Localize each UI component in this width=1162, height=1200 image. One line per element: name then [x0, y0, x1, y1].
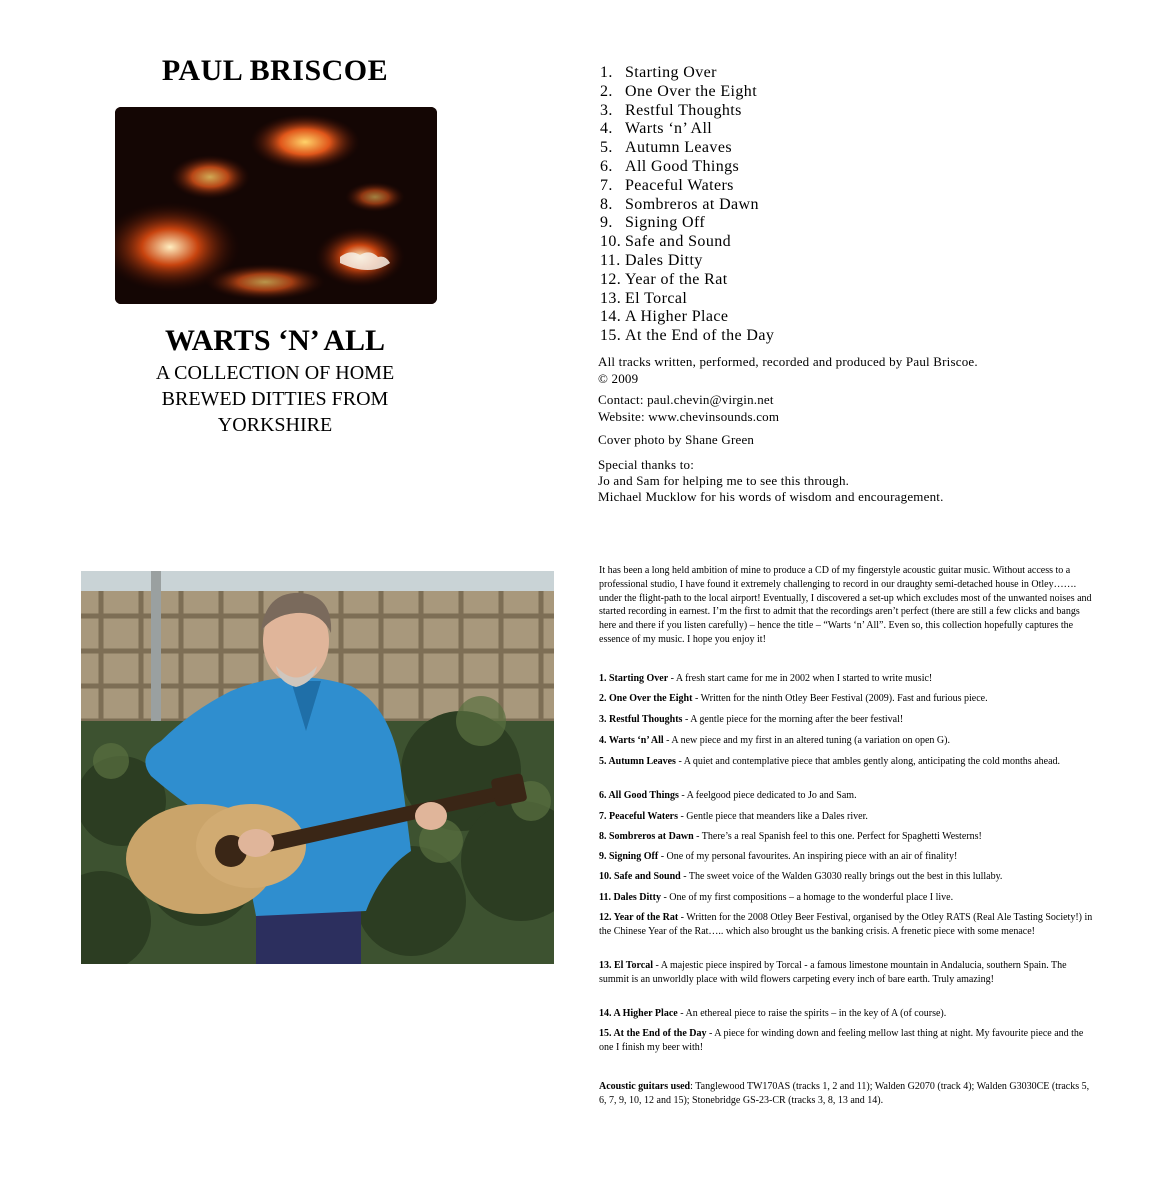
- track-item: 9. Signing Off: [600, 214, 706, 232]
- track-title: A Higher Place: [625, 308, 729, 326]
- track-item: 4. Warts ‘n’ All: [600, 120, 713, 138]
- track-title: Restful Thoughts: [625, 101, 742, 119]
- track-item: 2. One Over the Eight: [600, 82, 758, 100]
- track-note: 2. One Over the Eight - Written for the ninth Otley Beer Festival (2009). Fast and furious piece.: [599, 693, 988, 704]
- track-item: 10. Safe and Sound: [600, 233, 732, 251]
- track-note: 6. All Good Things - A feelgood piece dedicated to Jo and Sam.: [599, 790, 857, 801]
- track-note: 9. Signing Off - One of my personal favourites. An inspiring piece with an air of finality!: [599, 851, 958, 862]
- track-note: 12. Year of the Rat - Written for the 2008 Otley Beer Festival, organised by the Otley RATS (Real Ale Tasting Society!) in the Chinese Year of the Rat….. which also brought us the banking crisis. A frenetic piece with some menace!: [599, 912, 1093, 937]
- track-note: 4. Warts ‘n’ All - A new piece and my first in an altered tuning (a variation on open G).: [599, 735, 950, 746]
- track-item: 1. Starting Over: [600, 64, 717, 81]
- cover-photo-credit: Cover photo by Shane Green: [598, 432, 755, 447]
- website-link: Website: www.chevinsounds.com: [598, 409, 780, 424]
- track-title: Sombreros at Dawn: [625, 195, 759, 213]
- track-item: 6. All Good Things: [600, 157, 740, 175]
- track-title: All Good Things: [625, 157, 740, 175]
- track-title: Autumn Leaves: [625, 139, 732, 157]
- track-title: El Torcal: [625, 289, 688, 307]
- track-note: 11. Dales Ditty - One of my first compositions – a homage to the wonderful place I live.: [599, 892, 954, 903]
- track-title: Starting Over: [625, 64, 717, 81]
- credit-written-by: All tracks written, performed, recorded and produced by Paul Briscoe.: [598, 354, 978, 369]
- track-item: 11. Dales Ditty: [600, 251, 703, 269]
- liner-notes-intro: It has been a long held ambition of mine to produce a CD of my fingerstyle acoustic guitar music. Without access to a professional studio, I have found it extremely challenging to record in our draughty semi-detached house in Otley……. under the flight-path to the local airport! Eventually, I discovered a set-up which excludes most of the unwanted noises and started recording in earnest. I’m the first to admit that the recordings aren’t perfect (there are still a few clicks and bangs here and there if you listen carefully) – hence the title – “Warts ‘n’ All”. Even so, this collection hopefully captures the essence of my music. I hope you enjoy it!: [599, 565, 1092, 645]
- track-item: 5. Autumn Leaves: [600, 139, 732, 157]
- track-list: [600, 64, 774, 346]
- track-title: Safe and Sound: [625, 233, 732, 251]
- track-title: Warts ‘n’ All: [625, 120, 713, 138]
- track-note: 14. A Higher Place - An ethereal piece to raise the spirits – in the key of A (of course).: [599, 1008, 947, 1019]
- track-note: 1. Starting Over - A fresh start came for me in 2002 when I started to write music!: [599, 673, 933, 684]
- thanks-line-2: Michael Mucklow for his words of wisdom and encouragement.: [598, 489, 944, 504]
- track-item: 3. Restful Thoughts: [600, 101, 742, 119]
- track-title: Signing Off: [625, 214, 706, 232]
- track-item: 14. A Higher Place: [600, 308, 729, 326]
- contact-email: Contact: paul.chevin@virgin.net: [598, 392, 774, 407]
- track-title: One Over the Eight: [625, 82, 758, 100]
- guitars-used: Acoustic guitars used: Tanglewood TW170AS (tracks 1, 2 and 11); Walden G2070 (track 4); Walden G3030CE (tracks 5, 6, 7, 9, 10, 12 and 15); Stonebridge GS-23-CR (tracks 3, 8, 13 and 14).: [599, 1081, 1090, 1106]
- artist-photo-image: [81, 571, 554, 964]
- track-item: 7. Peaceful Waters: [600, 176, 734, 194]
- track-note: 15. At the End of the Day - A piece for winding down and feeling mellow last thing at night. My favourite piece and the one I finish my beer with!: [599, 1028, 1084, 1053]
- artist-photo: [81, 571, 554, 964]
- artist-name: PAUL BRISCOE: [161, 54, 389, 87]
- album-subtitle-line-2: BREWED DITTIES FROM: [161, 388, 389, 410]
- track-title: Dales Ditty: [625, 251, 703, 269]
- album-subtitle-line-1: A COLLECTION OF HOME: [155, 362, 395, 384]
- track-note: 13. El Torcal - A majestic piece inspired by Torcal - a famous limestone mountain in Andalucia, southern Spain. The summit is an unworldly place with wild flowers carpeting every inch of bare earth. Truly amazing!: [599, 960, 1067, 985]
- thanks-line-1: Jo and Sam for helping me to see this through.: [598, 473, 850, 488]
- copyright-notice: © 2009: [598, 371, 639, 386]
- cover-artwork: [115, 107, 437, 304]
- cover-artwork-image: [115, 107, 437, 304]
- track-item: 13. El Torcal: [600, 289, 688, 307]
- track-title: Peaceful Waters: [625, 176, 734, 194]
- album-subtitle-line-3: YORKSHIRE: [217, 414, 333, 436]
- track-item: 12. Year of the Rat: [600, 270, 728, 288]
- track-note: 10. Safe and Sound - The sweet voice of the Walden G3030 really brings out the best in this lullaby.: [599, 871, 1003, 882]
- track-item: 15. At the End of the Day: [600, 327, 775, 345]
- track-note: 3. Restful Thoughts - A gentle piece for the morning after the beer festival!: [599, 714, 904, 725]
- track-title: At the End of the Day: [625, 327, 775, 345]
- album-title: WARTS ‘N’ ALL: [164, 324, 386, 357]
- track-title: Year of the Rat: [625, 270, 728, 288]
- thanks-heading: Special thanks to:: [598, 457, 695, 472]
- track-note: 5. Autumn Leaves - A quiet and contemplative piece that ambles gently along, anticipating the cold months ahead.: [599, 756, 1061, 767]
- track-item: 8. Sombreros at Dawn: [600, 195, 759, 213]
- track-note: 7. Peaceful Waters - Gentle piece that meanders like a Dales river.: [599, 811, 868, 822]
- track-note: 8. Sombreros at Dawn - There’s a real Spanish feel to this one. Perfect for Spaghetti Westerns!: [599, 831, 982, 842]
